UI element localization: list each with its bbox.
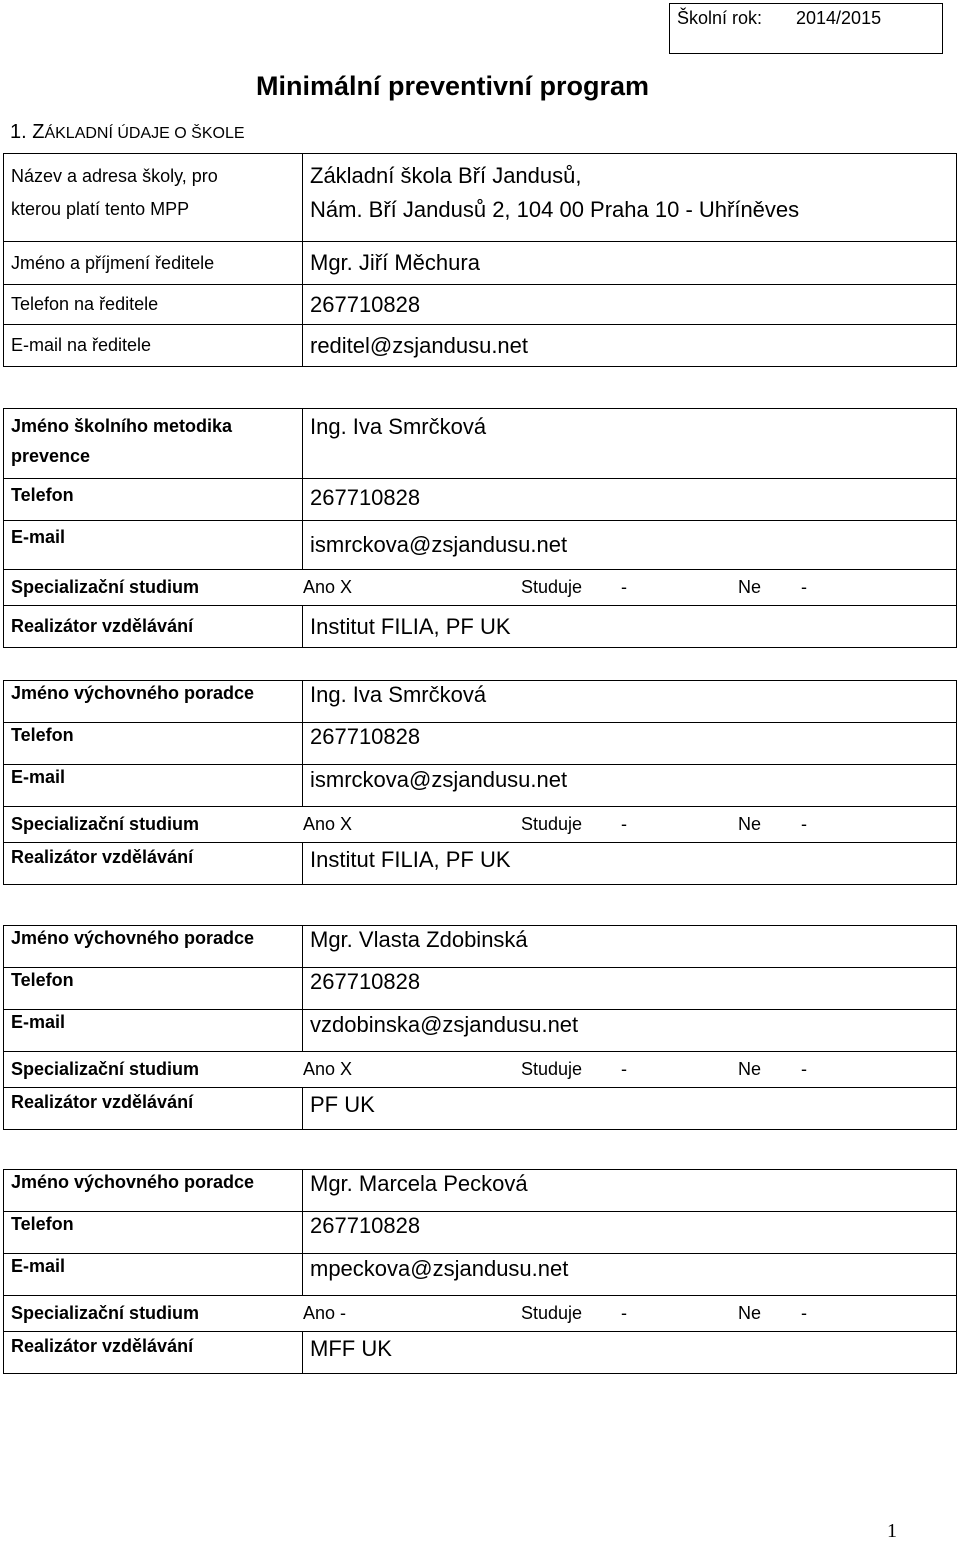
person-specialization-row (4, 570, 957, 606)
school-name-row (4, 154, 957, 242)
specialization-studuje-label: Studuje (521, 814, 583, 834)
person-phone-value: 267710828 (310, 724, 421, 749)
director-label: Jméno a příjmení ředitele (11, 252, 215, 273)
person-name-label-line1: Jméno školního metodika (11, 416, 233, 436)
school-year-label: Školní rok: (677, 8, 763, 28)
person-email-row (4, 1010, 957, 1052)
specialization-studuje-label: Studuje (521, 1059, 583, 1079)
person-phone-label: Telefon (11, 485, 74, 505)
person-email-row (4, 1254, 957, 1296)
person-phone-row (4, 479, 957, 521)
counselor-table-2 (3, 925, 957, 1130)
specialization-studuje-value: - (621, 1303, 627, 1323)
person-name-value: Mgr. Vlasta Zdobinská (310, 927, 528, 952)
person-email-label: E-mail (11, 1256, 66, 1276)
person-name-value: Ing. Iva Smrčková (310, 682, 487, 707)
realizator-value: Institut FILIA, PF UK (310, 613, 511, 639)
school-year-value: 2014/2015 (796, 8, 882, 28)
person-realizator-row (4, 606, 957, 648)
person-name-row (4, 926, 957, 968)
person-realizator-row (4, 1332, 957, 1374)
realizator-value: MFF UK (310, 1336, 392, 1361)
counselor-table-3 (3, 1169, 957, 1374)
person-phone-value: 267710828 (310, 969, 421, 994)
specialization-label: Specializační studium (11, 577, 200, 597)
person-name-row (4, 409, 957, 479)
specialization-label: Specializační studium (11, 814, 200, 834)
specialization-label: Specializační studium (11, 1303, 200, 1323)
person-phone-row (4, 968, 957, 1010)
specialization-studuje-value: - (621, 577, 627, 597)
specialization-ano: Ano X (303, 814, 353, 834)
person-phone-label: Telefon (11, 970, 74, 990)
person-email-label: E-mail (11, 527, 66, 547)
person-email-value: ismrckova@zsjandusu.net (310, 767, 568, 792)
director-phone-row (4, 285, 957, 325)
person-name-label: Jméno výchovného poradce (11, 683, 255, 703)
person-email-value: vzdobinska@zsjandusu.net (310, 1012, 579, 1037)
school-year-box (669, 3, 943, 54)
specialization-ano: Ano X (303, 1059, 353, 1079)
director-email-row (4, 325, 957, 367)
school-name-label-line2: kterou platí tento MPP (11, 199, 190, 219)
specialization-ne-label: Ne (738, 1059, 762, 1079)
realizator-label: Realizátor vzdělávání (11, 847, 194, 867)
director-row (4, 242, 957, 285)
person-specialization-row (4, 1296, 957, 1332)
person-email-value: ismrckova@zsjandusu.net (310, 532, 568, 557)
school-info-table (3, 153, 957, 367)
person-phone-row (4, 1212, 957, 1254)
specialization-ne-value: - (801, 577, 807, 597)
person-name-row (4, 681, 957, 723)
specialization-label: Specializační studium (11, 1059, 200, 1079)
page-number: 1 (887, 1520, 897, 1542)
director-email-value: reditel@zsjandusu.net (310, 332, 529, 358)
person-email-label: E-mail (11, 767, 66, 787)
specialization-ne-label: Ne (738, 577, 762, 597)
person-email-label: E-mail (11, 1012, 66, 1032)
person-phone-value: 267710828 (310, 485, 421, 510)
school-address-value: Nám. Bří Jandusů 2, 104 00 Praha 10 - Uhříněves (310, 197, 800, 222)
realizator-value: PF UK (310, 1092, 375, 1117)
specialization-ne-value: - (801, 1059, 807, 1079)
specialization-studuje-value: - (621, 1059, 627, 1079)
director-value: Mgr. Jiří Měchura (310, 250, 480, 275)
person-name-label: Jméno výchovného poradce (11, 928, 255, 948)
realizator-label: Realizátor vzdělávání (11, 1336, 194, 1356)
section-heading (10, 121, 245, 144)
realizator-value: Institut FILIA, PF UK (310, 847, 511, 872)
specialization-studuje-label: Studuje (521, 1303, 583, 1323)
director-email-label: E-mail na ředitele (11, 335, 152, 355)
person-name-row (4, 1170, 957, 1212)
director-phone-value: 267710828 (310, 291, 421, 317)
specialization-studuje-label: Studuje (521, 577, 583, 597)
person-specialization-row (4, 807, 957, 843)
person-phone-value: 267710828 (310, 1213, 421, 1238)
specialization-ano: Ano - (303, 1303, 347, 1323)
school-name-label-line1: Název a adresa školy, pro (11, 166, 218, 186)
person-email-value: mpeckova@zsjandusu.net (310, 1256, 569, 1281)
specialization-ne-label: Ne (738, 814, 762, 834)
person-specialization-row (4, 1052, 957, 1088)
specialization-ne-value: - (801, 814, 807, 834)
director-phone-label: Telefon na ředitele (11, 294, 159, 314)
section-number: 1. Z (10, 121, 45, 143)
person-name-value: Mgr. Marcela Pecková (310, 1171, 528, 1196)
person-email-row (4, 765, 957, 807)
person-phone-label: Telefon (11, 1214, 74, 1234)
section-heading-rest: ÁKLADNÍ ÚDAJE O ŠKOLE (44, 125, 245, 142)
person-phone-row (4, 723, 957, 765)
realizator-label: Realizátor vzdělávání (11, 616, 194, 636)
person-email-row (4, 521, 957, 570)
person-name-label: Jméno výchovného poradce (11, 1172, 255, 1192)
prevention-methodist-table (3, 408, 957, 648)
realizator-label: Realizátor vzdělávání (11, 1092, 194, 1112)
document-title: Minimální preventivní program (256, 71, 650, 101)
school-name-value-line1: Základní škola Bří Jandusů, (310, 163, 582, 188)
specialization-ne-value: - (801, 1303, 807, 1323)
specialization-ne-label: Ne (738, 1303, 762, 1323)
person-name-label-line2: prevence (11, 446, 91, 466)
person-name-value: Ing. Iva Smrčková (310, 414, 487, 439)
person-realizator-row (4, 843, 957, 885)
person-phone-label: Telefon (11, 725, 74, 745)
counselor-table-1 (3, 680, 957, 885)
specialization-studuje-value: - (621, 814, 627, 834)
person-realizator-row (4, 1088, 957, 1130)
specialization-ano: Ano X (303, 577, 353, 597)
